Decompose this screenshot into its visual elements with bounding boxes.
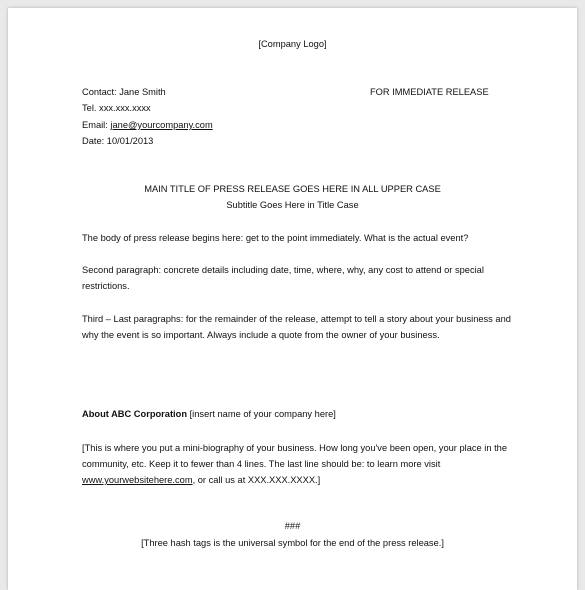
contact-date: Date: 10/01/2013 <box>82 136 154 146</box>
about-text-end: , or call us at XXX.XXX.XXXX.] <box>192 475 321 485</box>
contact-email-link[interactable]: jane@yourcompany.com <box>110 120 213 130</box>
press-release-subtitle: Subtitle Goes Here in Title Case <box>226 200 359 210</box>
release-label: FOR IMMEDIATE RELEASE <box>370 87 489 97</box>
about-heading: About ABC Corporation <box>82 409 188 419</box>
contact-email-label: Email: <box>82 120 111 130</box>
document-page <box>8 8 577 590</box>
press-release-title: MAIN TITLE OF PRESS RELEASE GOES HERE IN ALL UPPER CASE <box>144 184 441 194</box>
contact-tel: Tel. xxx.xxx.xxxx <box>82 103 151 113</box>
body-paragraph-1: The body of press release begins here: get to the point immediately. What is the actual event? <box>82 233 469 243</box>
contact-name: Contact: Jane Smith <box>82 87 166 97</box>
about-heading-note: [insert name of your company here] <box>187 409 336 419</box>
end-hash-marks: ### <box>284 521 301 531</box>
about-text-body: [This is where you put a mini-biography of your business. How long you've been open, your place in the community, etc. Keep it to fewer than 4 lines. The last line should be: to learn more visit <box>82 443 508 469</box>
end-note: [Three hash tags is the universal symbol for the end of the press release.] <box>141 538 444 548</box>
body-paragraph-3: Third – Last paragraphs: for the remainder of the release, attempt to tell a story about your business and why the event is so important. Always include a quote from the owner of your business. <box>82 314 511 340</box>
website-link[interactable]: www.yourwebsitehere.com <box>82 475 193 485</box>
contact-email-line <box>82 119 213 131</box>
about-text <box>82 440 518 488</box>
company-logo-placeholder: [Company Logo] <box>258 39 327 49</box>
body-paragraph-2: Second paragraph: concrete details including date, time, where, why, any cost to attend or special restrictions. <box>82 265 484 291</box>
about-heading-line <box>82 408 336 420</box>
